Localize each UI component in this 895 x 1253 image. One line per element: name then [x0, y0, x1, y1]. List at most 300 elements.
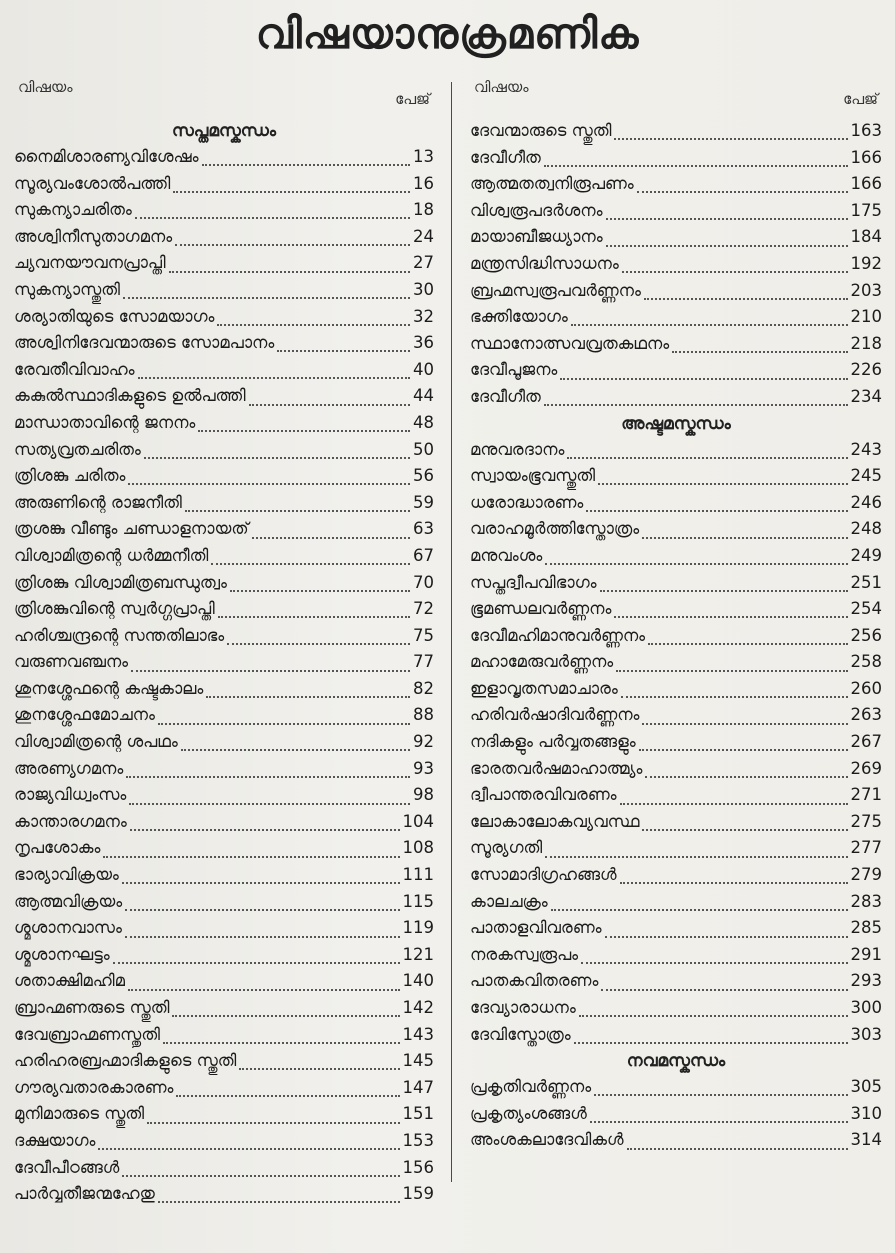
dot-leader — [642, 527, 847, 539]
dot-leader — [605, 926, 848, 938]
dot-leader — [172, 1005, 399, 1017]
page-title: വിഷയാനുക്രമണിക — [255, 9, 640, 58]
entry-title: സൂര്യവംശോൽപത്തി — [14, 173, 171, 193]
dot-leader — [125, 899, 399, 911]
entry-title: ലോകാലോകവ്യവസ്ഥ — [470, 811, 640, 831]
dot-leader — [113, 952, 400, 964]
entry-page-number: 147 — [402, 1077, 434, 1097]
entry-page-number: 142 — [402, 998, 434, 1017]
toc-entry — [470, 649, 882, 676]
entry-page-number: 44 — [413, 386, 434, 406]
entry-title: വരാഹമൂർത്തിസ്തോത്രം — [470, 519, 640, 539]
dot-leader — [176, 1085, 399, 1097]
entry-page-number: 166 — [850, 147, 882, 167]
entry-page-number: 151 — [402, 1104, 434, 1124]
dot-leader — [227, 633, 410, 645]
toc-entry — [470, 623, 882, 650]
entry-page-number: 291 — [850, 944, 882, 964]
toc-entry — [14, 835, 434, 862]
toc-entry — [14, 623, 434, 650]
toc-entry — [14, 144, 434, 171]
entry-page-number: 279 — [850, 865, 882, 885]
entry-page-number: 258 — [850, 652, 882, 672]
entry-title: ശര്യാതിയുടെ സോമയാഗം — [14, 306, 215, 326]
entry-page-number: 260 — [850, 678, 882, 698]
entry-title: ദേവീഗീത — [470, 147, 541, 167]
entry-title: പ്രകൃതിവർണ്ണനം — [470, 1077, 592, 1097]
dot-leader — [601, 979, 847, 991]
entry-title: ദേവീമഹിമാനുവർണ്ണനം — [470, 625, 646, 645]
entry-page-number: 305 — [850, 1077, 882, 1097]
entry-page-number: 218 — [850, 333, 882, 353]
entry-page-number: 285 — [850, 918, 882, 938]
entry-page-number: 27 — [413, 253, 434, 273]
toc-entry — [14, 1155, 434, 1182]
toc-entry — [470, 1022, 882, 1049]
right-column — [470, 78, 882, 1154]
entry-page-number: 251 — [850, 572, 882, 592]
entry-page-number: 63 — [413, 519, 434, 539]
entry-page-number: 98 — [413, 785, 434, 805]
dot-leader — [211, 553, 410, 565]
entry-title: ബ്രാഹ്മണരുടെ സ്തുതി — [14, 998, 170, 1017]
toc-entry — [14, 889, 434, 916]
entry-page-number: 40 — [413, 359, 434, 379]
toc-entry — [14, 809, 434, 836]
dot-leader — [185, 500, 410, 512]
entry-page-number: 24 — [413, 226, 434, 246]
entry-page-number: 121 — [402, 944, 434, 964]
entry-title: ശുനശ്ശേഫന്റെ കഷ്ടകാലം — [14, 678, 204, 698]
entry-page-number: 184 — [850, 227, 882, 247]
dot-leader — [135, 207, 410, 219]
entry-page-number: 93 — [413, 758, 434, 778]
toc-entry — [470, 915, 882, 942]
entry-title: ത്രിശങ്കു ചരിതം — [14, 466, 126, 486]
entry-page-number: 210 — [850, 307, 882, 327]
entry-title: ച്യവനയൗവനപ്രാപ്തി — [14, 253, 166, 273]
dot-leader — [158, 1191, 400, 1203]
entry-title: നദികളും പർവ്വതങ്ങളും — [470, 732, 636, 752]
dot-leader — [551, 899, 848, 911]
section-heading: നവമസ്കന്ധം — [626, 1051, 726, 1072]
toc-entry — [14, 968, 434, 995]
toc-entry — [14, 277, 434, 304]
dot-leader — [581, 952, 847, 964]
entry-title: കകുൽസ്ഥാദികളുടെ ഉൽപത്തി — [14, 386, 246, 406]
entry-title: നൈമിശാരണ്യവിശേഷം — [14, 147, 199, 166]
entry-page-number: 56 — [413, 466, 434, 486]
dot-leader — [594, 1084, 847, 1096]
dot-leader — [202, 154, 410, 166]
entry-title: ശതാക്ഷിമഹിമ — [14, 971, 125, 991]
entry-title: ഗൗര്യവതാരകാരണം — [14, 1077, 174, 1097]
toc-entry — [470, 1101, 882, 1128]
entry-page-number: 16 — [413, 173, 434, 193]
toc-entry — [470, 304, 882, 331]
entry-page-number: 300 — [850, 998, 882, 1017]
left-sections — [14, 118, 434, 1208]
toc-entry — [14, 915, 434, 942]
dot-leader — [590, 1111, 848, 1123]
toc-entry — [14, 383, 434, 410]
toc-entry — [470, 1074, 882, 1101]
dot-leader — [173, 181, 410, 193]
entry-title: ഹരിശ്ചന്ദ്രന്റെ സന്തതിലാഭം — [14, 625, 225, 645]
entry-page-number: 254 — [850, 599, 882, 619]
entry-title: വരുണവഞ്ചനം — [14, 652, 129, 672]
entry-title: ഭാരതവർഷമാഹാത്മ്യം — [470, 758, 643, 778]
entry-title: സ്വായംഭൂവസ്തുതി — [470, 466, 596, 486]
entry-title: ദക്ഷയാഗം — [14, 1130, 96, 1150]
dot-leader — [181, 739, 410, 751]
toc-entry — [14, 1181, 434, 1208]
dot-leader — [620, 793, 848, 805]
entry-title: കാന്താരഗമനം — [14, 811, 127, 831]
dot-leader — [128, 979, 400, 991]
entry-title: ഇളാവൃതസമാചാരം — [470, 678, 618, 698]
entry-title: ദ്വീപാന്തരവിവരണം — [470, 785, 617, 805]
entry-page-number: 145 — [402, 1051, 434, 1071]
entry-page-number: 18 — [413, 200, 434, 220]
entry-title: ഭാര്യാവിക്രയം — [14, 865, 119, 885]
dot-leader — [277, 340, 410, 352]
toc-entry — [470, 835, 882, 862]
toc-entry — [470, 145, 882, 172]
dot-leader — [622, 261, 848, 273]
toc-entry — [470, 889, 882, 916]
entry-page-number: 166 — [850, 174, 882, 194]
entry-page-number: 108 — [402, 838, 434, 858]
entry-title: ദേവബ്രാഹ്മണസ്തുതി — [14, 1024, 160, 1044]
dot-leader — [648, 633, 847, 645]
toc-entry — [470, 676, 882, 703]
dot-leader — [252, 527, 410, 539]
entry-title: രാജ്യവിധ്വംസം — [14, 785, 127, 805]
toc-entry — [14, 782, 434, 809]
dot-leader — [544, 155, 848, 167]
toc-entry — [470, 729, 882, 756]
entry-title: ഭൂമണ്ഡലവർണ്ണനം — [470, 599, 612, 619]
entry-title: സുകന്യാചരിതം — [14, 200, 132, 220]
entry-title: പാതാളവിവരണം — [470, 918, 602, 938]
toc-entry — [14, 676, 434, 703]
entry-page-number: 249 — [850, 545, 882, 565]
entry-title: വിശ്വാമിത്രന്റെ ധർമ്മനീതി — [14, 545, 209, 565]
entry-page-number: 256 — [850, 625, 882, 645]
dot-leader — [642, 713, 847, 725]
entry-title: അരുണിന്റെ രാജനീതി — [14, 492, 182, 512]
entry-title: ആത്മതത്വനിരൂപണം — [470, 174, 634, 194]
entry-page-number: 77 — [413, 652, 434, 672]
entry-page-number: 48 — [413, 412, 434, 432]
toc-entry — [14, 596, 434, 623]
toc-entry — [14, 995, 434, 1022]
dot-leader — [614, 128, 847, 140]
dot-leader — [249, 394, 410, 406]
entry-page-number: 70 — [413, 572, 434, 592]
dot-leader — [544, 394, 848, 406]
entry-page-number: 203 — [850, 280, 882, 300]
toc-entry — [470, 437, 882, 464]
dot-leader — [567, 447, 847, 459]
entry-page-number: 246 — [850, 492, 882, 512]
entry-page-number: 275 — [850, 811, 882, 831]
entry-title: അശ്വിനിദേവന്മാരുടെ സോമപാനം — [14, 333, 275, 353]
entry-page-number: 263 — [850, 705, 882, 725]
entry-page-number: 111 — [402, 865, 434, 885]
entry-title: വിശ്വാമിത്രന്റെ ശപഥം — [14, 732, 178, 752]
toc-entry — [470, 198, 882, 225]
dot-leader — [627, 1138, 848, 1150]
dot-leader — [644, 288, 848, 300]
toc-entry — [14, 1128, 434, 1155]
entry-title: പാർവ്വതീജന്മഹേതു — [14, 1184, 155, 1204]
dot-leader — [600, 580, 848, 592]
toc-entry — [470, 756, 882, 783]
dot-leader — [163, 1032, 400, 1044]
entry-title: നരകസ്വരൂപം — [470, 944, 579, 964]
toc-entry — [14, 702, 434, 729]
toc-entry — [470, 357, 882, 384]
entry-title: സത്യവ്രതചരിതം — [14, 439, 141, 459]
toc-entry — [14, 570, 434, 597]
entry-title: ത്രിശങ്കു വിശ്വാമിത്രബന്ധുത്വം — [14, 572, 227, 592]
entry-title: പാതകവിതരണം — [470, 971, 599, 991]
toc-entry — [470, 516, 882, 543]
entry-title: മായാബീജധ്യാനം — [470, 227, 603, 247]
dot-leader — [621, 686, 848, 698]
entry-page-number: 314 — [850, 1130, 882, 1150]
toc-entry — [470, 463, 882, 490]
toc-entry — [470, 995, 882, 1022]
toc-entry — [470, 782, 882, 809]
toc-entry — [470, 596, 882, 623]
dot-leader — [130, 819, 400, 831]
entry-title: മനുവരദാനം — [470, 439, 565, 459]
entry-page-number: 59 — [413, 492, 434, 512]
toc-entry — [14, 224, 434, 251]
dot-leader — [639, 739, 848, 751]
entry-page-number: 283 — [850, 891, 882, 911]
entry-title: മന്ത്രസിദ്ധിസാധനം — [470, 253, 619, 273]
dot-leader — [206, 686, 410, 698]
dot-leader — [122, 1165, 399, 1177]
toc-entry — [14, 942, 434, 969]
dot-leader — [579, 1005, 848, 1017]
dot-leader — [131, 660, 410, 672]
dot-leader — [128, 473, 410, 485]
dot-leader — [218, 606, 410, 618]
toc-entry — [470, 702, 882, 729]
section-heading: സപ്തമസ്കന്ധം — [171, 121, 276, 141]
entry-page-number: 36 — [413, 333, 434, 353]
dot-leader — [230, 580, 410, 592]
toc-entry — [470, 809, 882, 836]
toc-entry — [14, 756, 434, 783]
dot-leader — [125, 926, 400, 938]
entry-title: സപ്തദ്വീപവിഭാഗം — [470, 572, 597, 592]
left-column-header — [14, 78, 434, 118]
entry-page-number: 82 — [413, 678, 434, 698]
dot-leader — [138, 367, 410, 379]
toc-entry — [14, 304, 434, 331]
entry-page-number: 153 — [402, 1130, 434, 1150]
dot-leader — [129, 793, 410, 805]
dot-leader — [645, 766, 847, 778]
toc-entry — [470, 1127, 882, 1154]
toc-entry — [14, 437, 434, 464]
entry-page-number: 192 — [850, 253, 882, 273]
entry-title: ബ്രഹ്മസ്വരൂപവർണ്ണനം — [470, 280, 641, 300]
right-column-header — [470, 78, 882, 118]
toc-entry — [14, 1022, 434, 1049]
toc-entry — [470, 278, 882, 305]
dot-leader — [198, 420, 410, 432]
entry-page-number: 243 — [850, 439, 882, 459]
right-sections — [470, 118, 882, 1154]
entry-title: ശ്മശാനവാസം — [14, 918, 122, 938]
entry-title: സോമാദിഗ്രഹങ്ങൾ — [470, 865, 617, 885]
entry-page-number: 303 — [850, 1024, 882, 1044]
entry-page-number: 143 — [402, 1024, 434, 1044]
toc-entry — [470, 942, 882, 969]
entry-title: ശുനശ്ശേഫമോചനം — [14, 705, 155, 725]
toc-entry — [470, 490, 882, 517]
entry-title: ദേവീപൂജനം — [470, 360, 558, 380]
entry-page-number: 75 — [413, 625, 434, 645]
toc-entry — [14, 1101, 434, 1128]
entry-title: സൂര്യഗതി — [470, 838, 543, 858]
toc-entry — [14, 357, 434, 384]
entry-page-number: 226 — [850, 360, 882, 380]
entry-title: അശ്വിനീസുതാഗമനം — [14, 226, 173, 246]
toc-entry — [470, 224, 882, 251]
dot-leader — [614, 606, 847, 618]
dot-leader — [672, 341, 847, 353]
entry-title: ദേവന്മാരുടെ സ്തുതി — [470, 121, 612, 140]
entry-title: ദേവീഗീത — [470, 386, 541, 406]
toc-entry — [14, 516, 434, 543]
dot-leader — [175, 234, 410, 246]
toc-entry — [14, 250, 434, 277]
entry-page-number: 119 — [402, 918, 434, 938]
entry-title: ദേവിസ്തോത്രം — [470, 1024, 571, 1044]
entry-page-number: 269 — [850, 758, 882, 778]
entry-title: ത്രിശങ്കുവിന്റെ സ്വർഗ്ഗപ്രാപ്തി — [14, 599, 215, 619]
entry-page-number: 277 — [850, 838, 882, 858]
dot-leader — [217, 314, 410, 326]
toc-entry — [14, 862, 434, 889]
dot-leader — [545, 846, 847, 858]
section-heading: അഷ്ടമസ്കന്ധം — [621, 413, 731, 434]
dot-leader — [123, 287, 410, 299]
page-header: പേജ് — [843, 90, 878, 108]
entry-page-number: 140 — [402, 971, 434, 991]
dot-leader — [126, 766, 410, 778]
toc-entry — [14, 543, 434, 570]
entry-title: മനുവംശം — [470, 545, 543, 565]
entry-page-number: 32 — [413, 306, 434, 326]
entry-title: മുനിമാരുടെ സ്തുതി — [14, 1104, 145, 1124]
toc-entry — [14, 197, 434, 224]
left-column — [14, 78, 434, 1208]
toc-entry — [470, 118, 882, 145]
entry-title: ത്രശങ്കു വീണ്ടും ചണ്ഡാളനായത് — [14, 519, 249, 539]
entry-title: ഭക്തിയോഗം — [470, 307, 568, 327]
entry-page-number: 67 — [413, 545, 434, 565]
entry-title: ഹരിവർഷാദിവർണ്ണനം — [470, 705, 640, 725]
toc-entry — [470, 570, 882, 597]
dot-leader — [598, 473, 847, 485]
toc-entry — [14, 649, 434, 676]
entry-page-number: 245 — [850, 466, 882, 486]
toc-entry — [14, 330, 434, 357]
toc-entry — [470, 543, 882, 570]
entry-page-number: 163 — [850, 121, 882, 140]
dot-leader — [103, 846, 399, 858]
entry-title: മഹാമേരുവർണ്ണനം — [470, 652, 614, 672]
entry-page-number: 271 — [850, 785, 882, 805]
entry-page-number: 267 — [850, 732, 882, 752]
dot-leader — [616, 660, 847, 672]
dot-leader — [239, 1058, 399, 1070]
entry-title: ശ്മശാനഘട്ടം — [14, 944, 110, 964]
entry-title: അരണ്യഗമനം — [14, 758, 124, 778]
entry-page-number: 13 — [413, 147, 434, 166]
toc-entry — [470, 331, 882, 358]
dot-leader — [144, 447, 410, 459]
dot-leader — [98, 1138, 399, 1150]
dot-leader — [122, 872, 400, 884]
toc-entry — [470, 384, 882, 411]
entry-title: ധരോദ്ധാരണം — [470, 492, 584, 512]
toc-entry — [14, 729, 434, 756]
entry-page-number: 104 — [402, 811, 434, 831]
toc-entry — [470, 171, 882, 198]
entry-title: സുകന്യാസ്തുതി — [14, 279, 120, 299]
entry-page-number: 310 — [850, 1103, 882, 1123]
entry-title: വിശ്വരൂപദർശനം — [470, 200, 603, 220]
entry-title: ഹരിഹരബ്രഹ്മാദികളുടെ സ്തുതി — [14, 1051, 237, 1071]
dot-leader — [169, 261, 410, 273]
entry-title: അംശകലാദേവികൾ — [470, 1130, 624, 1150]
entry-page-number: 115 — [402, 891, 434, 911]
entry-title: കാലചക്രം — [470, 891, 548, 911]
subject-header: വിഷയം — [18, 78, 73, 96]
entry-title: ദേവീപീഠങ്ങൾ — [14, 1157, 120, 1177]
dot-leader — [560, 368, 847, 380]
entry-title: പ്രകൃത്യംശങ്ങൾ — [470, 1103, 587, 1123]
entry-page-number: 234 — [850, 386, 882, 406]
entry-title: മാന്ധാതാവിന്റെ ജനനം — [14, 412, 196, 432]
dot-leader — [545, 553, 847, 565]
entry-title: നൃപശോകം — [14, 838, 101, 858]
entry-title: ദേവ്യാരാധനം — [470, 998, 576, 1017]
entry-page-number: 293 — [850, 971, 882, 991]
dot-leader — [642, 819, 847, 831]
page-header: പേജ് — [395, 90, 430, 108]
dot-leader — [571, 314, 848, 326]
toc-entry — [470, 968, 882, 995]
subject-header: വിഷയം — [474, 78, 529, 96]
entry-title: ആത്മവിക്രയം — [14, 891, 123, 911]
dot-leader — [574, 1032, 848, 1044]
dot-leader — [620, 872, 848, 884]
dot-leader — [606, 208, 848, 220]
column-divider — [451, 82, 452, 1182]
toc-entry — [14, 1075, 434, 1102]
